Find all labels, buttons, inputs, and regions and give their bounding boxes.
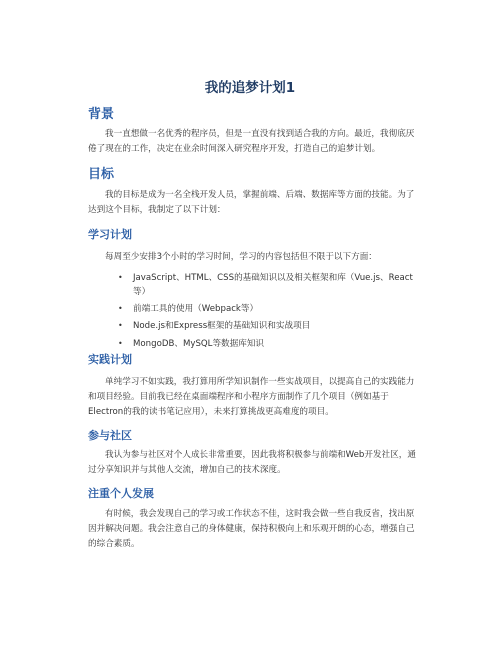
list-item-text: Node.js和Express框架的基础知识和实战项目	[133, 321, 311, 332]
document-title: 我的追梦计划1	[204, 80, 296, 96]
bullet-icon: •	[118, 321, 123, 331]
section-heading-background: 背景	[88, 107, 115, 122]
list-item-text: MongoDB、MySQL等数据库知识	[133, 338, 265, 349]
section-text-goal: 我的目标是成为一名全栈开发人员，掌握前端、后端、数据库等方面的技能。为了达到这个目标，我制定了以下计划：	[88, 190, 415, 215]
section-heading-study-plan: 学习计划	[88, 228, 132, 241]
bullet-icon: •	[118, 304, 123, 314]
list-item-text: JavaScript、HTML、CSS的基础知识以及相关框架和库（Vue.js、React等）	[133, 273, 413, 297]
section-text-personal-growth: 有时候，我会发现自己的学习或工作状态不佳，这时我会做一些自我反省，找出原因并解决问题。我会注意自己的身体健康，保持积极向上和乐观开朗的心态，增强自己的综合素质。	[88, 509, 415, 549]
list-item-text: 前端工具的使用（Webpack等）	[133, 304, 259, 315]
bullet-icon: •	[118, 273, 123, 282]
study-plan-list	[88, 271, 420, 354]
bullet-icon: •	[118, 338, 123, 348]
section-text-study-plan: 每周至少安排3个小时的学习时间，学习的内容包括但不限于以下方面：	[105, 252, 377, 262]
list-item	[88, 271, 420, 299]
list-item	[88, 302, 420, 316]
section-text-practice-plan: 单纯学习不如实践，我打算用所学知识制作一些实战项目，以提高自己的实践能力和项目经验。目前我已经在桌面端程序和小程序方面制作了几个项目（例如基于Electron的我的读书笔记应用），未来打算挑战更高难度的项目。	[88, 377, 415, 417]
list-item	[88, 337, 420, 351]
list-item	[88, 319, 420, 333]
section-heading-personal-growth: 注重个人发展	[88, 487, 154, 500]
section-heading-community: 参与社区	[88, 429, 132, 442]
section-text-background: 我一直想做一名优秀的程序员，但是一直没有找到适合我的方向。最近，我彻底厌倦了现在的工作，决定在业余时间深入研究程序开发，打造自己的追梦计划。	[88, 129, 415, 154]
section-text-community: 我认为参与社区对个人成长非常重要，因此我将积极参与前端和Web开发社区，通过分享知识并与其他人交流，增加自己的技术深度。	[88, 450, 416, 475]
section-heading-practice-plan: 实践计划	[88, 353, 132, 366]
section-heading-goal: 目标	[88, 167, 115, 182]
